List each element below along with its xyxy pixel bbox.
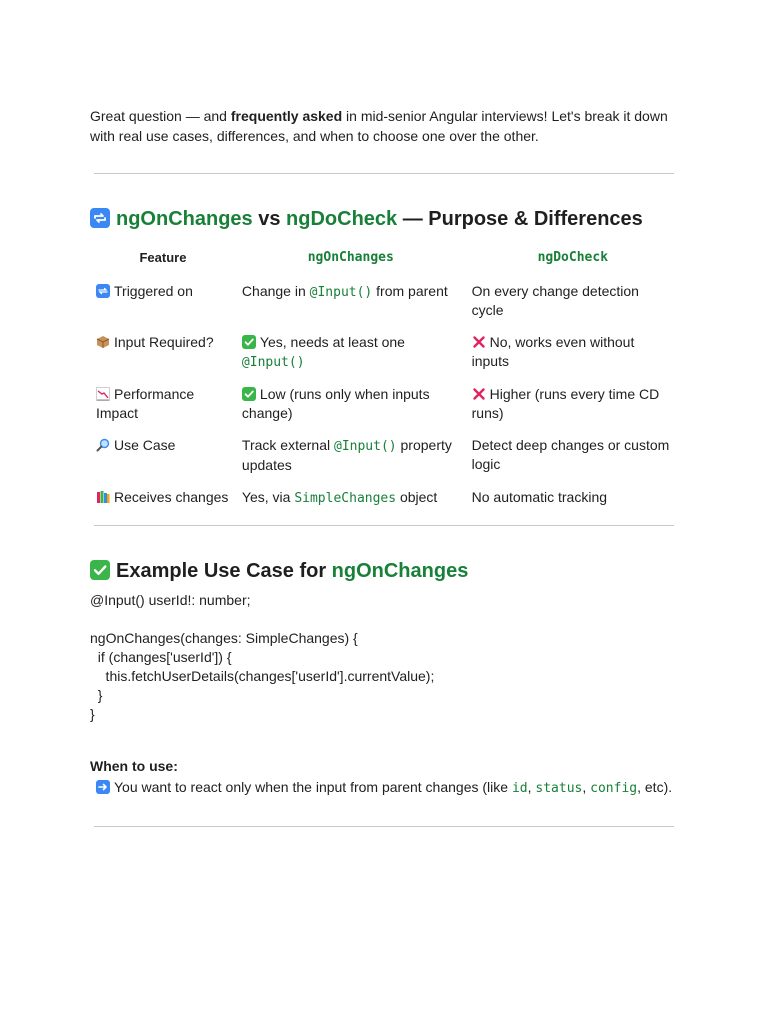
books-icon [96,490,110,504]
code-example: @Input() userId!: number; ngOnChanges(changes: SimpleChanges) { if (changes['userId']) { this.fetchUserDetails(changes['userId'].currentValue); } } [90,592,435,722]
header-ngdocheck: ngDoCheck [537,250,609,265]
cross-icon [472,387,486,401]
table-row: Performance Impact Low (runs only when inputs change) Higher (runs every time CD runs) [96,386,660,421]
repeat-icon [90,208,110,228]
check-icon [90,560,110,580]
header-feature: Feature [139,250,187,265]
arrow-right-icon [96,780,110,794]
heading-term-ngonchanges: ngOnChanges [331,560,469,582]
divider [94,525,674,526]
comparison-table [90,241,680,515]
when-to-use-label: When to use: [90,758,178,774]
magnifier-icon [96,438,110,452]
cross-icon [472,335,486,349]
table-header-row [90,241,680,276]
table-row: Input Required? Yes, needs at least one @Input() No, works even without inputs [90,327,680,379]
when-to-use-text: You want to react only when the input from parent changes (like id, status, config, etc). [96,778,690,798]
heading-term-ngdocheck: ngDoCheck [286,208,398,230]
section-heading-comparison: ngOnChanges vs ngDoCheck — Purpose & Differences [90,204,690,235]
check-icon [242,387,256,401]
chart-down-icon [96,387,110,401]
table-row: Use Case Track external @Input() property updates Detect deep changes or custom logic [90,430,680,482]
document [90,106,690,827]
package-icon [96,335,110,349]
intro-paragraph: Great question — and frequently asked in mid-senior Angular interviews! Let's break it down with real use cases, differences, and when to choose one over the other. [90,108,668,144]
divider [94,173,674,174]
section-heading-example: Example Use Case for ngOnChanges [90,556,690,587]
check-icon [242,335,256,349]
repeat-icon [96,284,110,298]
intro-bold: frequently asked [230,108,343,124]
table-row: Triggered on Change in @Input() from parent On every change detection cycle [90,276,680,327]
header-ngonchanges: ngOnChanges [307,250,394,265]
divider [94,826,674,827]
heading-term-ngonchanges: ngOnChanges [116,208,253,230]
table-row: Receives changes Yes, via SimpleChanges object No automatic tracking [90,482,680,515]
